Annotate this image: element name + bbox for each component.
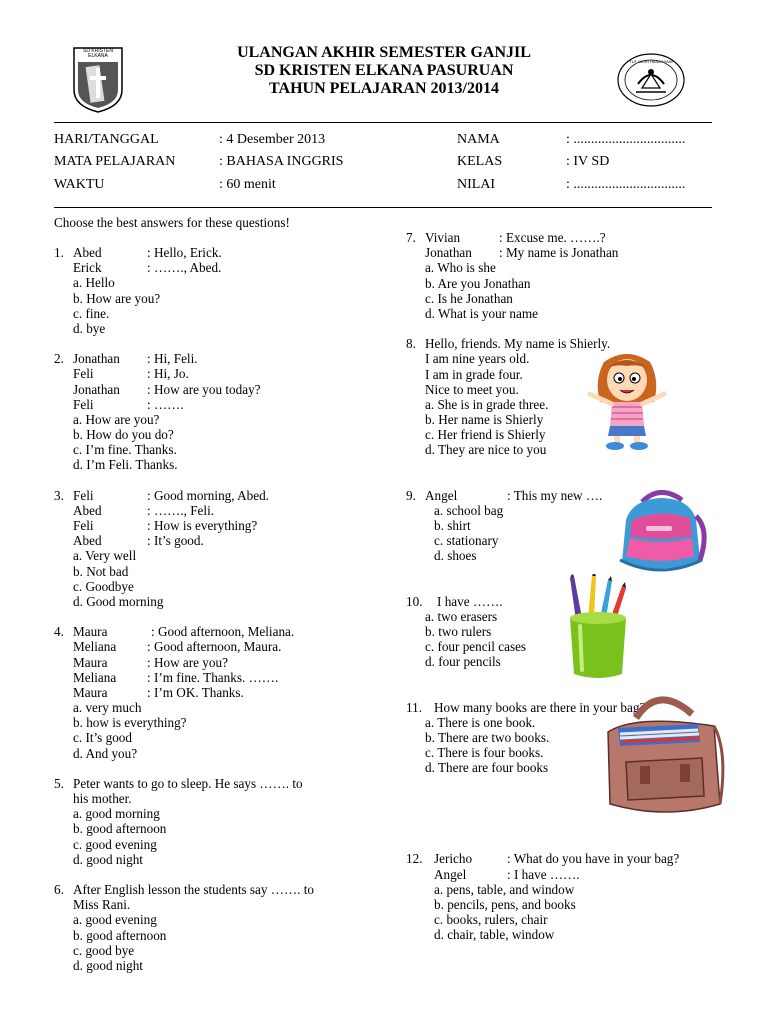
- info-label-class: KELAS: [457, 154, 503, 169]
- answer-option: c. stationary: [434, 533, 499, 549]
- speaker: Feli: [73, 396, 94, 412]
- speaker: Feli: [73, 366, 94, 382]
- dialog-line: : How are you today?: [147, 381, 261, 397]
- dialog-line: : I have …….: [507, 866, 580, 882]
- answer-option: c. Goodbye: [73, 578, 134, 594]
- book-bag-icon: [596, 692, 730, 820]
- question-number: 7.: [406, 230, 416, 245]
- answer-option: b. How do you do?: [73, 427, 174, 443]
- answer-option: d. chair, table, window: [434, 927, 555, 943]
- dialog-line: : My name is Jonathan: [499, 245, 619, 261]
- dialog-line: : Hello, Erick.: [147, 245, 222, 260]
- answer-option: a. good morning: [73, 806, 160, 822]
- speaker: Jonathan: [73, 351, 120, 367]
- question-2: [54, 351, 394, 473]
- speaker: Angel: [425, 487, 458, 503]
- info-label-date: HARI/TANGGAL: [54, 132, 159, 147]
- answer-option: c. Is he Jonathan: [425, 290, 513, 306]
- tut-wuri-logo-icon: [616, 52, 686, 108]
- answer-option: d. good night: [73, 851, 143, 867]
- answer-option: b. Not bad: [73, 563, 129, 579]
- question-number: 11.: [406, 699, 422, 715]
- question-8: [406, 336, 736, 458]
- question-text: Nice to meet you.: [425, 381, 519, 397]
- title-line: ULANGAN AKHIR SEMESTER GANJIL: [237, 44, 531, 61]
- speaker: Feli: [73, 518, 94, 533]
- dialog-line: : I’m fine. Thanks. …….: [147, 669, 279, 685]
- question-6: [54, 882, 394, 973]
- answer-option: b. There are two books.: [425, 729, 550, 745]
- question-text: I am nine years old.: [425, 351, 530, 367]
- school-bag-icon: [612, 490, 710, 576]
- question-text: his mother.: [73, 791, 132, 806]
- question-text: After English lesson the students say ……. to: [73, 881, 315, 897]
- header-divider: [54, 122, 712, 123]
- answer-option: b. shirt: [434, 518, 471, 533]
- answer-option: b. good afternoon: [73, 821, 167, 837]
- answer-option: a. How are you?: [73, 411, 160, 427]
- speaker: Abed: [73, 502, 102, 518]
- speaker: Jonathan: [425, 245, 472, 261]
- answer-option: b. How are you?: [73, 290, 161, 306]
- speaker: Angel: [434, 866, 467, 882]
- question-number: 2.: [54, 351, 64, 367]
- question-text: How many books are there in your bag?: [434, 699, 646, 715]
- answer-option: b. pencils, pens, and books: [434, 897, 576, 912]
- answer-option: d. Good morning: [73, 593, 164, 609]
- dialog-line: : Good afternoon, Meliana.: [151, 624, 295, 640]
- speaker: Meliana: [73, 639, 117, 655]
- speaker: Vivian: [425, 230, 461, 245]
- dialog-line: : Hi, Feli.: [147, 351, 198, 367]
- answer-option: d. shoes: [434, 548, 477, 564]
- speaker: Abed: [73, 245, 102, 260]
- answer-option: d. I’m Feli. Thanks.: [73, 457, 178, 473]
- answer-option: c. I’m fine. Thanks.: [73, 442, 177, 458]
- dialog-line: : Good morning, Abed.: [147, 487, 269, 503]
- question-3: [54, 488, 394, 610]
- answer-option: c. It’s good: [73, 730, 132, 746]
- speaker: Jonathan: [73, 381, 120, 397]
- question-12: [406, 851, 736, 942]
- question-number: 3.: [54, 487, 64, 503]
- question-text: Hello, friends. My name is Shierly.: [425, 336, 611, 352]
- pencil-cup-icon: [562, 574, 634, 682]
- dialog-line: : It’s good.: [147, 533, 204, 549]
- school-logo-icon: [72, 46, 124, 114]
- answer-option: d. bye: [73, 320, 106, 336]
- dialog-line: : How is everything?: [147, 518, 258, 533]
- answer-option: a. Very well: [73, 548, 137, 564]
- answer-option: c. books, rulers, chair: [434, 912, 548, 928]
- speaker: Abed: [73, 533, 102, 549]
- info-label-score: NILAI: [457, 177, 496, 192]
- info-value-name: : ................................: [566, 132, 686, 147]
- girl-icon: [582, 350, 672, 452]
- tut-wuri-logo-text: TUT WURI HANDAYANI: [629, 59, 673, 64]
- question-number: 6.: [54, 881, 64, 897]
- question-7: [406, 230, 736, 321]
- dialog-line: : I’m OK. Thanks.: [147, 684, 244, 700]
- answer-option: d. good night: [73, 957, 143, 973]
- dialog-line: : This my new ….: [507, 487, 603, 503]
- speaker: Maura: [73, 684, 108, 700]
- speaker: Feli: [73, 487, 94, 503]
- question-text: I have …….: [437, 593, 503, 609]
- answer-option: a. Hello: [73, 275, 115, 291]
- school-logo-text: ELKANA: [88, 53, 108, 59]
- answer-option: b. how is everything?: [73, 715, 187, 731]
- answer-option: d. What is your name: [425, 305, 538, 321]
- dialog-line: : What do you have in your bag?: [507, 851, 680, 867]
- answer-option: c. Her friend is Shierly: [425, 427, 546, 443]
- answer-option: b. good afternoon: [73, 927, 167, 943]
- speaker: Meliana: [73, 669, 117, 685]
- info-value-date: : 4 Desember 2013: [219, 132, 326, 147]
- answer-option: c. good bye: [73, 942, 135, 958]
- answer-option: a. two erasers: [425, 608, 498, 624]
- question-number: 9.: [406, 487, 416, 503]
- answer-option: a. She is in grade three.: [425, 396, 549, 412]
- answer-option: b. Are you Jonathan: [425, 275, 531, 291]
- question-1: [54, 245, 394, 336]
- dialog-line: : ……., Abed.: [147, 260, 222, 276]
- speaker: Erick: [73, 260, 102, 276]
- speaker: Maura: [73, 624, 108, 640]
- question-number: 8.: [406, 336, 416, 352]
- dialog-line: : ……., Feli.: [147, 502, 215, 518]
- school-logo-text: SD KRISTEN: [82, 48, 113, 54]
- question-text: Miss Rani.: [73, 897, 131, 913]
- answer-option: a. There is one book.: [425, 714, 536, 730]
- answer-option: a. pens, table, and window: [434, 881, 575, 897]
- question-number: 10.: [406, 593, 423, 609]
- exam-title: [200, 44, 568, 98]
- left-questions: [54, 245, 394, 973]
- question-text: I am in grade four.: [425, 366, 523, 382]
- answer-option: d. And you?: [73, 745, 138, 761]
- question-number: 4.: [54, 624, 64, 640]
- title-line: TAHUN PELAJARAN 2013/2014: [269, 80, 499, 97]
- info-divider: [54, 207, 712, 208]
- info-value-score: : ................................: [566, 177, 686, 192]
- answer-option: b. Her name is Shierly: [425, 412, 544, 428]
- dialog-line: : …….: [147, 396, 184, 412]
- speaker: Jericho: [434, 851, 473, 867]
- answer-option: d. There are four books: [425, 760, 549, 776]
- answer-option: c. four pencil cases: [425, 639, 527, 655]
- dialog-line: : Hi, Jo.: [147, 366, 189, 382]
- question-number: 5.: [54, 775, 64, 791]
- answer-option: a. school bag: [434, 502, 504, 518]
- dialog-line: : Excuse me. …….?: [499, 230, 606, 245]
- speaker: Maura: [73, 654, 108, 670]
- answer-option: a. Who is she: [425, 260, 496, 276]
- info-label-subject: MATA PELAJARAN: [54, 154, 176, 169]
- answer-option: d. They are nice to you: [425, 442, 547, 458]
- info-label-time: WAKTU: [54, 177, 105, 192]
- dialog-line: : Good afternoon, Maura.: [147, 639, 282, 655]
- info-value-subject: : BAHASA INGGRIS: [219, 154, 344, 169]
- instruction-text: Choose the best answers for these questions!: [54, 215, 290, 230]
- answer-option: c. fine.: [73, 305, 110, 321]
- question-5: [54, 776, 394, 867]
- question-number: 12.: [406, 851, 423, 867]
- question-4: [54, 624, 394, 761]
- question-text: Peter wants to go to sleep. He says ……. to: [73, 775, 303, 791]
- info-value-time: : 60 menit: [219, 177, 276, 192]
- answer-option: a. very much: [73, 700, 142, 716]
- answer-option: b. two rulers: [425, 623, 492, 639]
- answer-option: a. good evening: [73, 912, 157, 928]
- title-line: SD KRISTEN ELKANA PASURUAN: [254, 62, 514, 79]
- dialog-line: : How are you?: [147, 654, 228, 670]
- info-value-class: : IV SD: [566, 154, 610, 169]
- answer-option: c. good evening: [73, 836, 157, 852]
- info-label-name: NAMA: [457, 132, 500, 147]
- answer-option: d. four pencils: [425, 654, 501, 670]
- question-number: 1.: [54, 245, 64, 260]
- answer-option: c. There is four books.: [425, 745, 544, 761]
